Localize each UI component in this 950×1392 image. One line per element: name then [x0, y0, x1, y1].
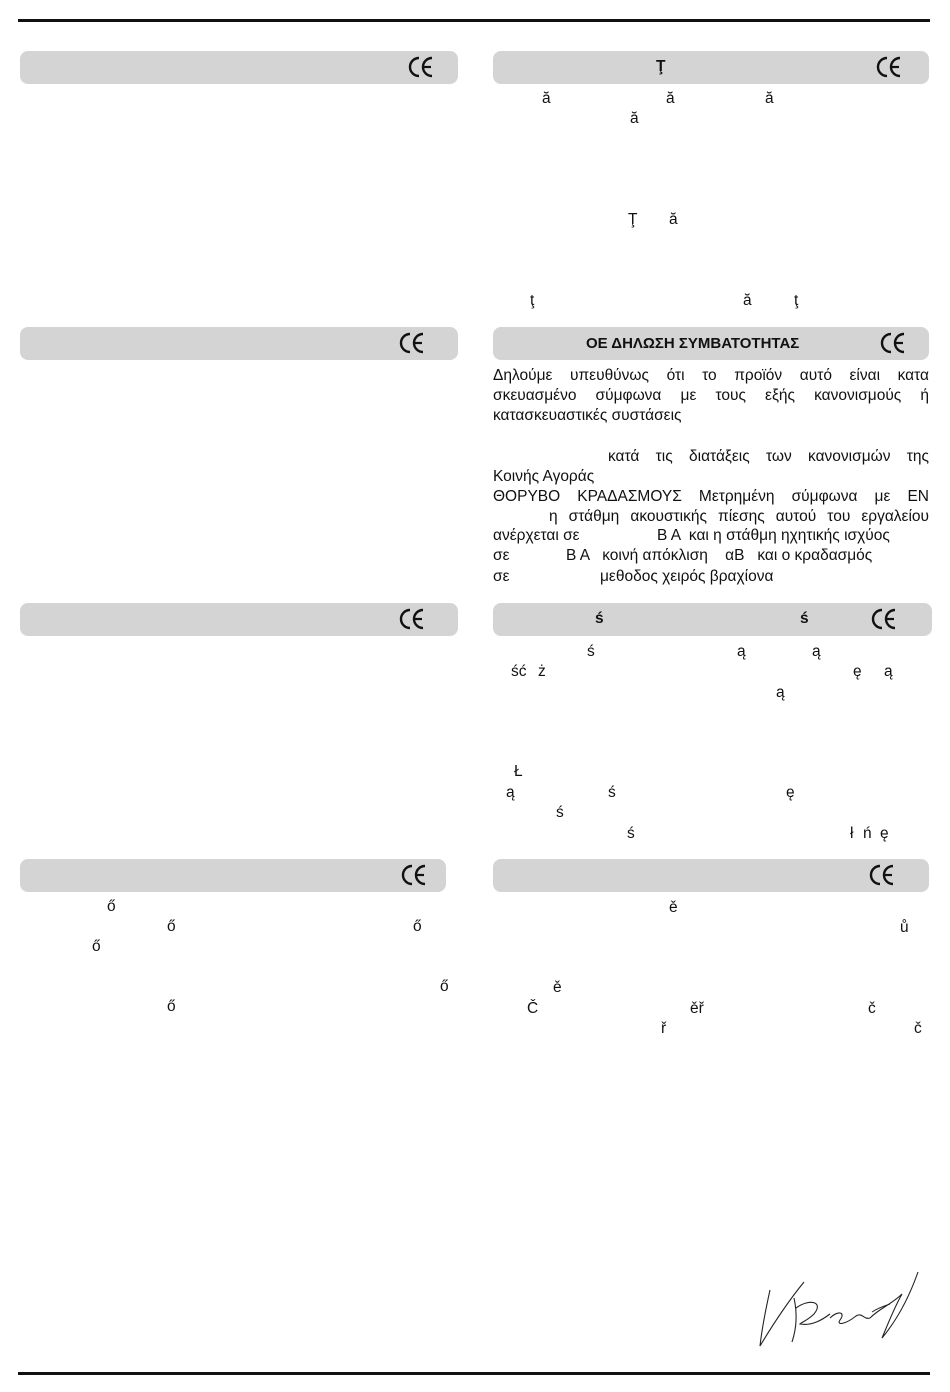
bottom-rule	[18, 1372, 930, 1375]
text-fragment: ă	[666, 90, 675, 107]
text-fragment: ż	[538, 663, 546, 680]
ce-mark-icon	[869, 864, 895, 886]
ce-mark-icon	[880, 332, 906, 354]
text-fragment: ανέρχεται σε	[493, 527, 580, 544]
section-title	[20, 603, 398, 636]
text-line: κατά τις διατάξεις των κανονισμών της	[608, 447, 929, 465]
text-fragment: ă	[765, 90, 774, 107]
text-fragment: ő	[167, 918, 176, 935]
section-header-left-2	[20, 327, 458, 360]
text-fragment: σε	[493, 547, 510, 564]
text-fragment: ą	[776, 684, 785, 701]
ce-mark-icon	[876, 56, 902, 78]
text-fragment: ę	[853, 663, 862, 680]
text-fragment: č	[868, 1000, 876, 1017]
text-fragment: ő	[107, 898, 116, 915]
section-header-left-1	[20, 51, 458, 84]
text-fragment: Č	[527, 1000, 539, 1017]
text-fragment: Ł	[514, 763, 523, 780]
text-line: ΘΟΡΥΒΟ ΚΡΑΔΑΣΜΟΥΣ Μετρημένη σύμφωνα με ΕΝ	[493, 488, 929, 506]
text-fragment: ń	[863, 825, 872, 842]
text-fragment: Β Α και η στάθμη ηχητικής ισχύος	[657, 527, 890, 544]
text-fragment: ě	[669, 899, 678, 916]
text-fragment: ě	[553, 979, 562, 996]
section-title	[493, 859, 869, 892]
text-fragment: ő	[167, 998, 176, 1015]
text-fragment: ă	[669, 211, 678, 228]
section-title	[20, 51, 398, 84]
ce-mark-icon	[399, 608, 425, 630]
text-fragment: ţ	[530, 292, 535, 309]
text-fragment: ł	[850, 825, 854, 842]
text-fragment: ő	[413, 918, 422, 935]
text-line: κατασκευαστικές συστάσεις	[493, 407, 682, 425]
text-line-spacer	[493, 427, 929, 447]
text-fragment: ś	[608, 784, 616, 801]
ce-mark-icon	[408, 56, 434, 78]
text-line: Κοινής Αγοράς	[493, 467, 595, 485]
text-fragment: μεθοδος χειρός βραχίονα	[600, 568, 774, 585]
section-title: Ţ	[656, 58, 666, 75]
ce-mark-icon	[401, 864, 427, 886]
top-rule	[18, 19, 930, 22]
text-fragment: ő	[92, 938, 101, 955]
ce-mark-icon	[871, 608, 897, 630]
text-fragment: ś	[556, 804, 564, 821]
section-header-right-3	[493, 603, 932, 636]
text-fragment: ř	[661, 1020, 667, 1037]
section-header-right-2	[493, 327, 929, 360]
text-fragment: ă	[743, 292, 752, 309]
text-fragment: ă	[630, 110, 639, 127]
text-fragment: č	[914, 1020, 922, 1037]
text-fragment: ś	[627, 825, 635, 842]
text-fragment: ą	[812, 643, 821, 660]
handwritten-signature	[752, 1268, 922, 1352]
text-fragment: Ţ	[628, 211, 638, 228]
text-fragment: ę	[786, 784, 795, 801]
text-line: σκευασμένο σύμφωνα με τους εξής κανονισμούς ή	[493, 387, 929, 405]
text-fragment: ů	[900, 919, 909, 936]
section-title	[20, 327, 398, 360]
text-line: Δηλούμε υπευθύνως ότι το προϊόν αυτό είναι κατα	[493, 367, 929, 384]
text-fragment: ą	[884, 663, 893, 680]
declaration-text-greek	[493, 366, 929, 528]
text-fragment: ą	[506, 784, 515, 801]
section-title-fragment: ś	[800, 610, 809, 627]
text-line: η στάθμη ακουστικής πίεσης αυτού του εργαλείου	[549, 508, 929, 526]
text-fragment: ę	[880, 825, 889, 842]
text-fragment: ěř	[690, 1000, 704, 1017]
section-title-fragment: ś	[595, 610, 604, 627]
section-header-left-3	[20, 603, 458, 636]
text-fragment: ă	[542, 90, 551, 107]
text-fragment: ś	[587, 643, 595, 660]
section-header-left-4	[20, 859, 446, 892]
section-header-right-1	[493, 51, 929, 84]
text-fragment: ţ	[794, 292, 799, 309]
text-fragment: ść	[511, 663, 527, 680]
section-title	[20, 859, 386, 892]
text-fragment: Β Α κοινή απόκλιση αΒ και ο κραδασμός	[566, 547, 873, 564]
section-title: ΟΕ ΔΗΛΩΣΗ ΣΥΜΒΑΤΟΤΗΤΑΣ	[586, 335, 800, 352]
text-fragment: ő	[440, 978, 449, 995]
text-fragment: σε	[493, 568, 510, 585]
text-fragment: ą	[737, 643, 746, 660]
section-header-right-4	[493, 859, 929, 892]
ce-mark-icon	[399, 332, 425, 354]
